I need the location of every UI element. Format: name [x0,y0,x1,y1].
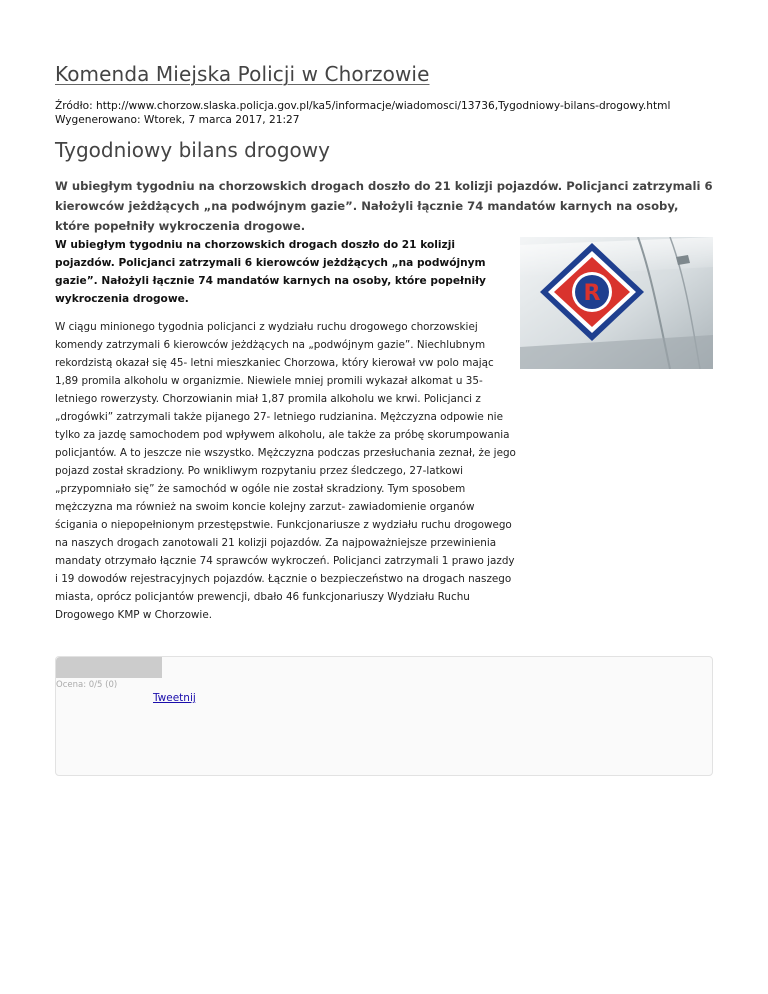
print-meta [55,99,670,127]
article-body-lead: W ubiegłym tygodniu na chorzowskich drogach doszło do 21 kolizji pojazdów. Policjanci zatrzymali 6 kierowców jeżdżących „na podwójnym gazie”. Nałożyli łącznie 74 mandatów karnych na osoby, które popełniły wykroczenia drogowe. [55,239,486,305]
source-url: Źródło: http://www.chorzow.slaska.policja.gov.pl/ka5/informacje/wiadomosci/13736,Tygodniowy-bilans-drogowy.html [55,100,671,112]
site-title[interactable]: Komenda Miejska Policji w Chorzowie [55,62,430,86]
generated-date: Wygenerowano: Wtorek, 7 marca 2017, 21:27 [55,114,300,126]
rating-panel [55,656,713,776]
tweet-button[interactable]: Tweetnij [153,692,196,704]
police-car-badge-image [520,237,713,369]
article-title: Tygodniowy bilans drogowy [55,138,330,162]
rating-text: Ocena: 0/5 (0) [56,680,118,690]
article-lead: W ubiegłym tygodniu na chorzowskich drogach doszło do 21 kolizji pojazdów. Policjanci zatrzymali 6 kierowców jeżdżących „na podwójnym gazie”. Nałożyli łącznie 74 mandatów karnych na osoby, które popełniły wykroczenia drogowe. [55,179,713,233]
rating-stars-bar[interactable] [56,657,162,678]
badge-letter: R [583,281,601,306]
article-body: W ciągu minionego tygodnia policjanci z wydziału ruchu drogowego chorzowskiej komendy zatrzymali 6 kierowców jeżdżących na „podwójnym gazie”. Niechlubnym rekordzistą okazał się 45- letni mieszkaniec Chorzowa, który kierował vw polo mając 1,89 promila alkoholu w organizmie. Niewiele mniej promili wykazał alkomat u 35-letniego rowerzysty. Chorzowianin miał 1,87 promila alkoholu we krwi. Policjanci z „drogówki” zatrzymali także pijanego 27- letniego rudzianina. Mężczyzna odpowie nie tylko za jazdę samochodem pod wpływem alkoholu, ale także za próbę skorumpowania policjantów. A to jeszcze nie wszystko. Mężczyzna podczas przesłuchania zeznał, że jego pojazd został skradziony. Po wnikliwym rozpytaniu przez śledczego, 27-latkowi „przypomniało się” że samochód w ogóle nie został skradziony. Tym sposobem mężczyzna ma również na swoim koncie kolejny zarzut- zawiadomienie organów ścigania o niepopełnionym przestępstwie. Funkcjonariusze z wydziału ruchu drogowego na naszych drogach zanotowali 21 kolizji pojazdów. Za najpoważniejsze przewinienia mandaty otrzymało łącznie 74 sprawców wykroczeń. Policjanci zatrzymali 1 prawo jazdy i 19 dowodów rejestracyjnych pojazdów. Łącznie o bezpieczeństwo na drogach naszego miasta, oprócz policjantów prewencji, dbało 46 funkcjonariuszy Wydziału Ruchu Drogowego KMP w Chorzowie. [55,321,516,621]
article-photo [520,237,713,369]
